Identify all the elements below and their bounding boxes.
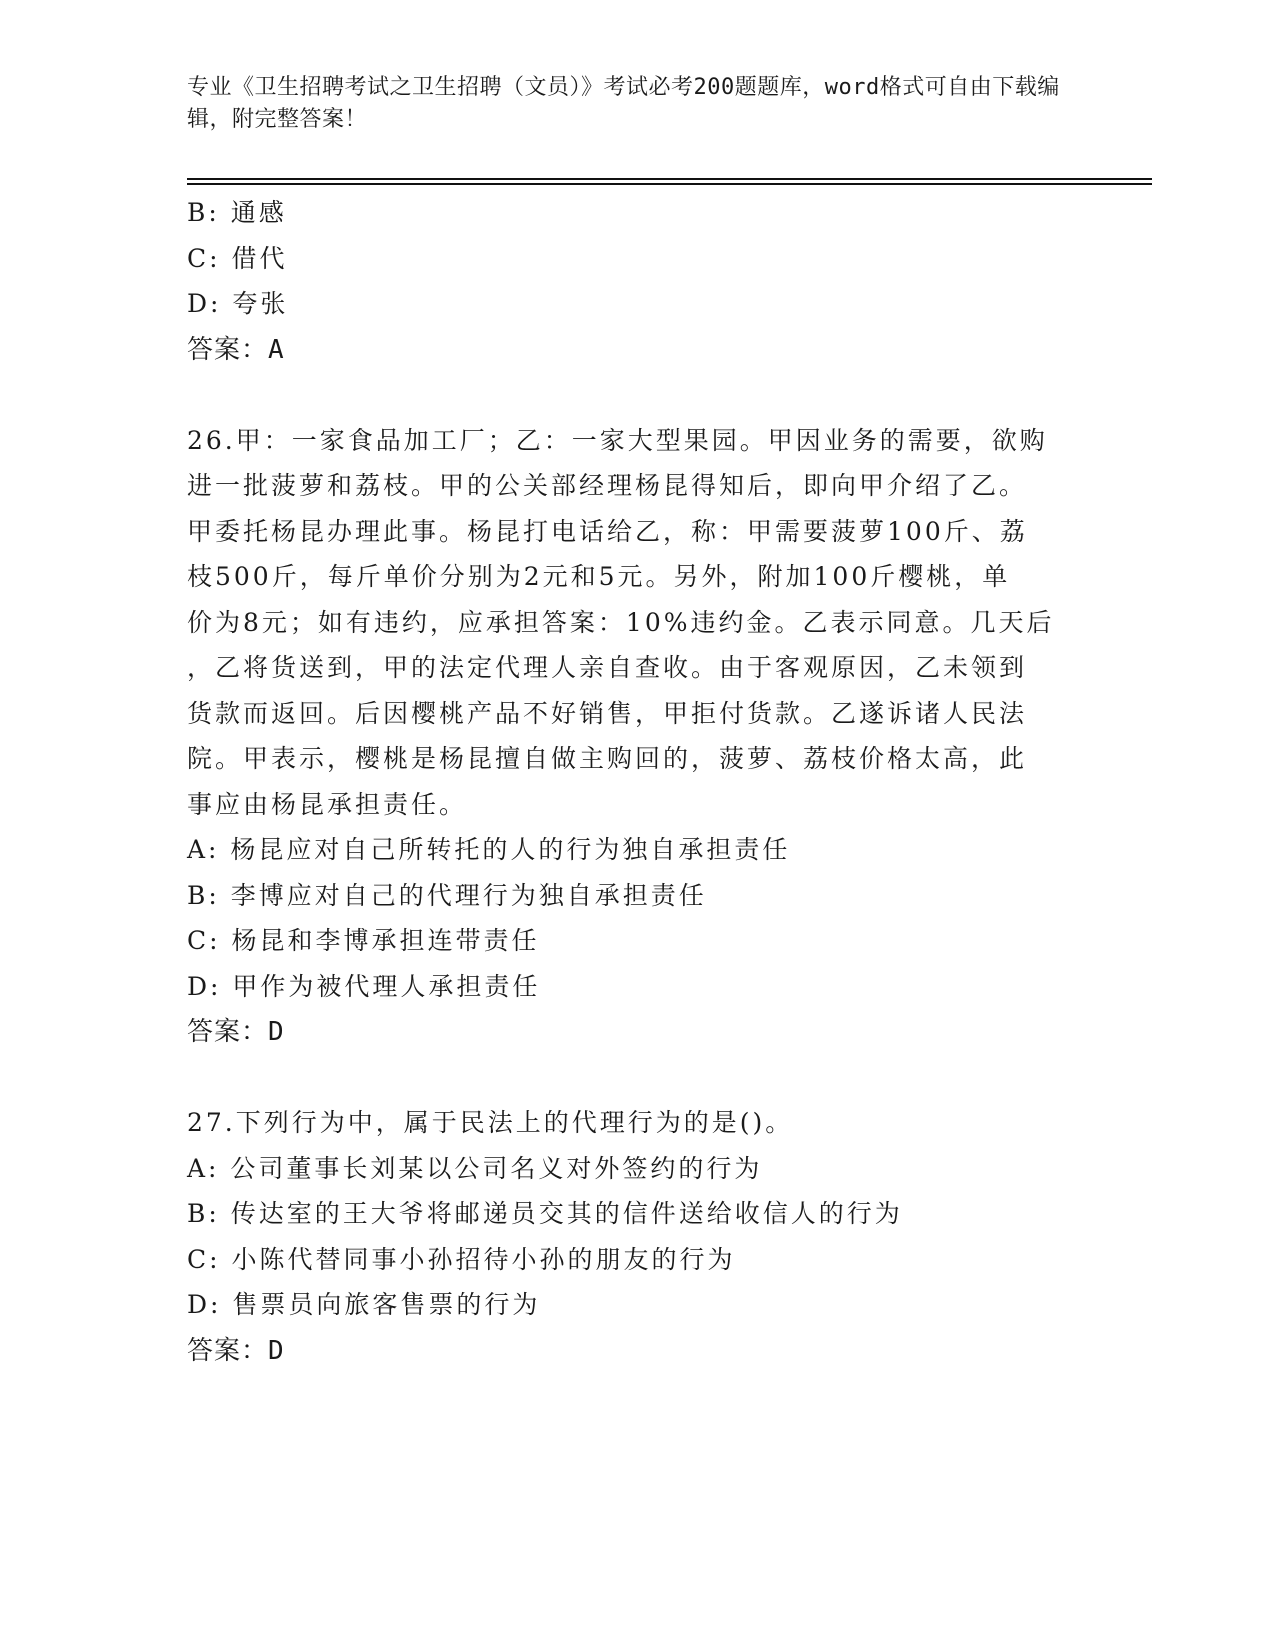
question-27 [187,1100,1087,1374]
answer-line: 答案：D [187,1335,285,1366]
question-stem: 27.下列行为中，属于民法上的代理行为的是()。 [187,1108,794,1137]
question-26 [187,418,1087,1056]
option-a: A: 杨昆应对自己所转托的人的行为独自承担责任 [187,835,791,864]
option-d: D: 售票员向旅客售票的行为 [187,1290,541,1319]
question-stem-line: 枝500斤，每斤单价分别为2元和5元。另外，附加100斤樱桃，单 [187,562,1011,591]
question-stem-line: ，乙将货送到，甲的法定代理人亲自查收。由于客观原因，乙未领到 [187,653,1028,682]
answer-line: 答案：D [187,1017,285,1047]
question-stem-line: 货款而返回。后因樱桃产品不好销售，甲拒付货款。乙遂诉诸人民法 [187,698,1028,728]
question-stem-line: 院。甲表示，樱桃是杨昆擅自做主购回的，菠萝、荔枝价格太高，此 [187,744,1028,773]
document-body [187,190,1087,1374]
question-stem-line: 26.甲：一家食品加工厂；乙：一家大型果园。甲因业务的需要，欲购 [187,425,1048,455]
spacer [187,373,1087,418]
option-d: D: 夸张 [187,289,289,318]
question-stem-line: 事应由杨昆承担责任。 [187,789,468,819]
option-a: A: 公司董事长刘某以公司名义对外签约的行为 [187,1153,763,1183]
header-divider-bottom [187,183,1152,185]
question-stem-line: 甲委托杨昆办理此事。杨昆打电话给乙，称：甲需要菠萝100斤、荔 [187,516,1028,546]
page-header: 专业《卫生招聘考试之卫生招聘（文员）》考试必考200题题库，word格式可自由下载编辑，附完整答案！ [187,75,1060,132]
option-d: D: 甲作为被代理人承担责任 [187,971,541,1001]
question-stem-line: 价为8元；如有违约，应承担答案：10%违约金。乙表示同意。几天后 [187,607,1055,637]
option-b: B: 通感 [187,198,287,227]
option-c: C: 小陈代替同事小孙招待小孙的朋友的行为 [187,1244,736,1274]
option-c: C: 借代 [187,243,288,273]
option-c: C: 杨昆和李博承担连带责任 [187,926,540,955]
option-b: B: 传达室的王大爷将邮递员交其的信件送给收信人的行为 [187,1199,903,1228]
answer-line: 答案：A [187,334,285,365]
header-divider-top [187,178,1152,180]
question-stem-line: 进一批菠萝和荔枝。甲的公关部经理杨昆得知后，即向甲介绍了乙。 [187,471,1028,500]
previous-question [187,190,1087,373]
spacer [187,1055,1087,1100]
option-b: B: 李博应对自己的代理行为独自承担责任 [187,880,707,910]
